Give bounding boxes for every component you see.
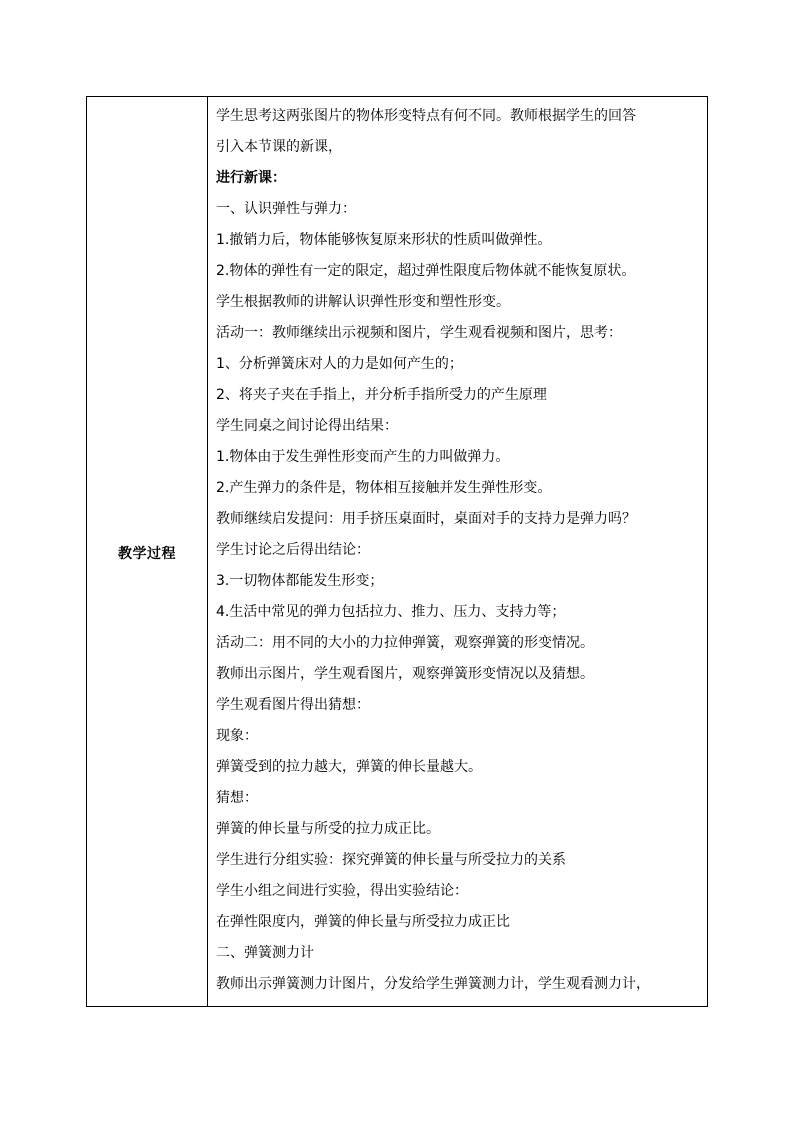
text-line: 活动二：用不同的大小的力拉伸弹簧，观察弹簧的形变情况。 bbox=[216, 635, 594, 651]
text-line: 现象： bbox=[216, 728, 258, 744]
content-cell bbox=[208, 97, 707, 1006]
text-line: 学生同桌之间讨论得出结果： bbox=[216, 418, 398, 434]
text-line: 学生根据教师的讲解认识弹性形变和塑性形变。 bbox=[216, 294, 510, 310]
text-line: 学生观看图片得出猜想： bbox=[216, 697, 370, 713]
text-line: 二、弹簧测力计 bbox=[216, 945, 314, 961]
text-line: 教师出示弹簧测力计图片，分发给学生弹簧测力计，学生观看测力计， bbox=[216, 976, 650, 992]
text-line: 教师继续启发提问：用手挤压桌面时，桌面对手的支持力是弹力吗？ bbox=[216, 511, 636, 527]
text-line: 弹簧的伸长量与所受的拉力成正比。 bbox=[216, 821, 440, 837]
text-line: 学生思考这两张图片的物体形变特点有何不同。教师根据学生的回答 bbox=[216, 108, 636, 124]
text-line: 2.产生弹力的条件是，物体相互接触并发生弹性形变。 bbox=[216, 480, 552, 496]
text-line: 弹簧受到的拉力越大，弹簧的伸长量越大。 bbox=[216, 759, 482, 775]
text-line: 2.物体的弹性有一定的限定，超过弹性限度后物体就不能恢复原状。 bbox=[216, 263, 636, 279]
text-line: 教师出示图片，学生观看图片，观察弹簧形变情况以及猜想。 bbox=[216, 666, 594, 682]
text-line: 1.撤销力后，物体能够恢复原来形状的性质叫做弹性。 bbox=[216, 232, 552, 248]
text-line: 1.物体由于发生弹性形变而产生的力叫做弹力。 bbox=[216, 449, 510, 465]
text-line: 猜想： bbox=[216, 790, 258, 806]
text-line: 引入本节课的新课， bbox=[216, 139, 342, 155]
text-line: 学生讨论之后得出结论： bbox=[216, 542, 370, 558]
section-heading: 进行新课： bbox=[216, 170, 286, 186]
text-line: 学生小组之间进行实验，得出实验结论： bbox=[216, 883, 468, 899]
text-line: 4.生活中常见的弹力包括拉力、推力、压力、支持力等； bbox=[216, 604, 566, 620]
text-line: 2、将夹子夹在手指上，并分析手指所受力的产生原理 bbox=[216, 387, 547, 403]
row-label: 教学过程 bbox=[118, 545, 176, 562]
text-line: 活动一：教师继续出示视频和图片，学生观看视频和图片，思考： bbox=[216, 325, 622, 341]
text-line: 1、分析弹簧床对人的力是如何产生的； bbox=[216, 356, 463, 372]
text-line: 在弹性限度内，弹簧的伸长量与所受拉力成正比 bbox=[216, 914, 510, 930]
label-cell bbox=[87, 97, 208, 1006]
text-line: 学生进行分组实验：探究弹簧的伸长量与所受拉力的关系 bbox=[216, 852, 566, 868]
text-line: 3.一切物体都能发生形变； bbox=[216, 573, 384, 589]
lesson-table bbox=[86, 96, 708, 1007]
text-line: 一、认识弹性与弹力： bbox=[216, 201, 356, 217]
